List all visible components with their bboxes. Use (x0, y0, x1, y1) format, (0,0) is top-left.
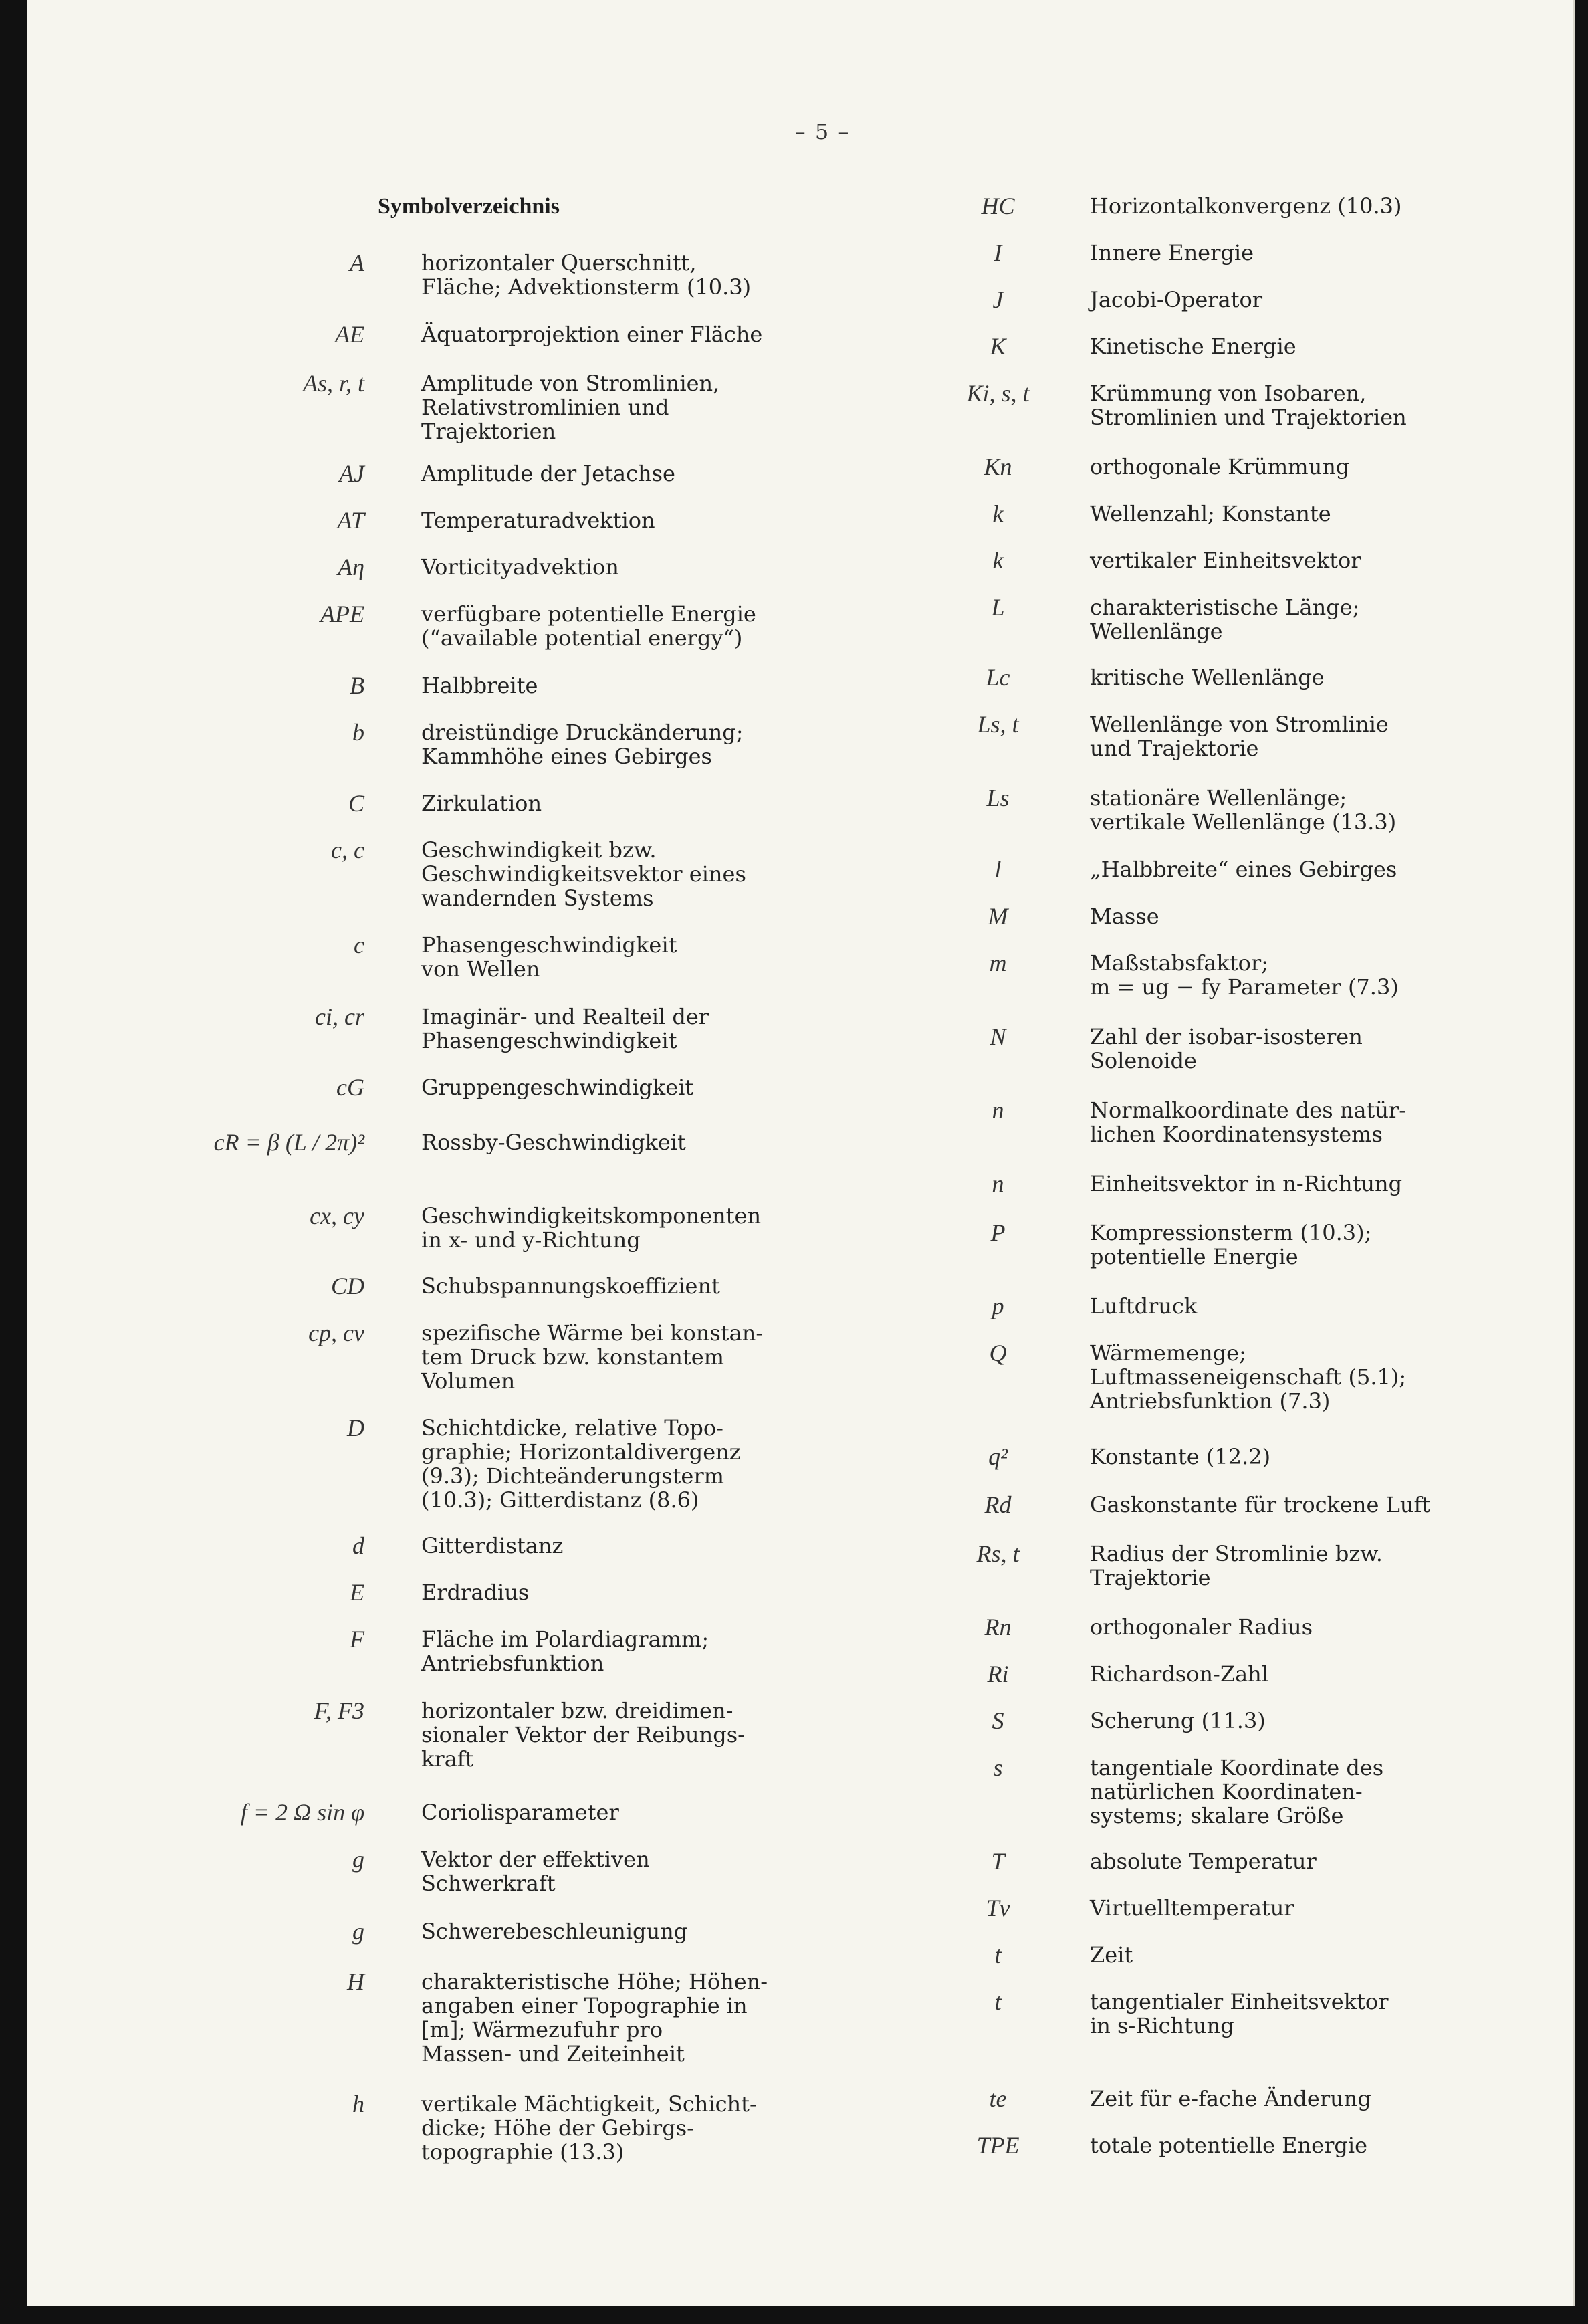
entry-description: Rossby-Geschwindigkeit (421, 1130, 686, 1155)
entry-symbol: J (992, 286, 1004, 313)
entry-symbol: Rs, t (976, 1540, 1020, 1567)
entry-description: Gruppengeschwindigkeit (421, 1075, 694, 1100)
entry-description: vertikale Mächtigkeit, Schicht- dicke; Höhe der Gebirgs- topographie (13.3) (421, 2091, 757, 2165)
entry-description: Krümmung von Isobaren, Stromlinien und Trajektorien (1090, 381, 1407, 430)
entry-symbol: c, c (331, 837, 364, 863)
entry-description: Amplitude der Jetachse (421, 461, 675, 486)
entry-description: Gitterdistanz (421, 1533, 564, 1558)
entry-symbol: APE (320, 601, 364, 627)
entry-symbol: HC (981, 193, 1015, 219)
entry-description: horizontaler Querschnitt, Fläche; Advektionsterm (10.3) (421, 250, 752, 300)
entry-description: Zeit (1090, 1942, 1133, 1968)
entry-symbol: q² (988, 1443, 1008, 1470)
entry-symbol: k (992, 500, 1004, 527)
entry-symbol: l (994, 856, 1002, 883)
entry-description: Maßstabsfaktor; m = ug − fy Parameter (7.3) (1090, 950, 1399, 1000)
entry-symbol: M (988, 903, 1008, 930)
document-page (27, 0, 1575, 2306)
page-title: Symbolverzeichnis (378, 194, 560, 219)
entry-description: dreistündige Druckänderung; Kammhöhe eines Gebirges (421, 720, 744, 769)
entry-description: Wellenlänge von Stromlinie und Trajektorie (1090, 712, 1389, 761)
entry-description: Wärmemenge; Luftmasseneigenschaft (5.1); Antriebsfunktion (7.3) (1090, 1340, 1407, 1414)
entry-description: „Halbbreite“ eines Gebirges (1090, 857, 1397, 882)
entry-symbol: Q (989, 1340, 1007, 1366)
entry-symbol: Aη (338, 554, 364, 580)
entry-symbol: Tv (986, 1895, 1010, 1921)
entry-description: Einheitsvektor in n-Richtung (1090, 1171, 1403, 1196)
entry-description: charakteristische Länge; Wellenlänge (1090, 595, 1360, 644)
entry-symbol: Rn (984, 1614, 1012, 1641)
entry-description: stationäre Wellenlänge; vertikale Wellenlänge (13.3) (1090, 785, 1397, 835)
entry-symbol: Kn (984, 453, 1012, 480)
entry-symbol: ci, cr (315, 1003, 364, 1030)
entry-description: Normalkoordinate des natür- lichen Koordinatensystems (1090, 1097, 1407, 1147)
entry-description: Geschwindigkeit bzw. Geschwindigkeitsvektor eines wandernden Systems (421, 837, 746, 911)
entry-description: Zeit für e-fache Änderung (1090, 2086, 1371, 2111)
entry-symbol: cR = β (L / 2π)² (213, 1129, 364, 1156)
entry-description: Erdradius (421, 1580, 530, 1605)
entry-description: Coriolisparameter (421, 1800, 619, 1825)
entry-symbol: cp, cv (308, 1319, 364, 1346)
entry-symbol: A (350, 249, 364, 276)
entry-description: Horizontalkonvergenz (10.3) (1090, 193, 1402, 219)
entry-description: Zirkulation (421, 790, 542, 816)
entry-symbol: H (347, 1968, 364, 1995)
entry-description: Richardson-Zahl (1090, 1661, 1268, 1687)
entry-symbol: Ri (987, 1661, 1009, 1687)
entry-symbol: P (990, 1219, 1006, 1246)
entry-description: Amplitude von Stromlinien, Relativstromlinien und Trajektorien (421, 371, 720, 444)
entry-description: Kinetische Energie (1090, 334, 1296, 359)
entry-symbol: K (990, 333, 1006, 360)
entry-symbol: N (990, 1023, 1006, 1050)
entry-symbol: C (348, 790, 364, 817)
entry-symbol: S (992, 1707, 1004, 1734)
entry-symbol: D (347, 1414, 364, 1441)
entry-symbol: f = 2 Ω sin φ (240, 1799, 364, 1826)
entry-description: Äquatorprojektion einer Fläche (421, 322, 763, 347)
entry-description: Geschwindigkeitskomponenten in x- und y-Richtung (421, 1203, 762, 1253)
entry-description: Imaginär- und Realteil der Phasengeschwindigkeit (421, 1004, 709, 1053)
entry-description: Konstante (12.2) (1090, 1444, 1271, 1469)
entry-symbol: Ki, s, t (966, 380, 1030, 407)
entry-description: Schichtdicke, relative Topo- graphie; Horizontaldivergenz (9.3); Dichteänderungsterm (10.3); Gitterdistanz (8.6) (421, 1415, 741, 1513)
entry-description: kritische Wellenlänge (1090, 665, 1325, 690)
entry-symbol: n (992, 1170, 1004, 1197)
entry-description: Kompressionsterm (10.3); potentielle Energie (1090, 1220, 1372, 1269)
entry-symbol: As, r, t (302, 370, 364, 397)
entry-description: Masse (1090, 904, 1159, 929)
entry-description: tangentialer Einheitsvektor in s-Richtung (1090, 1989, 1389, 2038)
entry-description: spezifische Wärme bei konstan- tem Druck bzw. konstantem Volumen (421, 1320, 764, 1394)
entry-description: Radius der Stromlinie bzw. Trajektorie (1090, 1541, 1383, 1590)
entry-description: vertikaler Einheitsvektor (1090, 548, 1361, 573)
entry-symbol: d (352, 1532, 364, 1559)
entry-description: Vorticityadvektion (421, 554, 619, 580)
entry-symbol: Lc (986, 664, 1010, 691)
page-number: – 5 – (794, 119, 850, 144)
entry-symbol: t (994, 1988, 1002, 2015)
entry-symbol: TPE (976, 2132, 1020, 2159)
entry-description: Jacobi-Operator (1090, 287, 1263, 312)
entry-symbol: CD (330, 1273, 364, 1299)
entry-description: Virtuelltemperatur (1090, 1895, 1294, 1921)
entry-symbol: t (994, 1941, 1002, 1968)
entry-symbol: I (994, 239, 1002, 266)
entry-symbol: n (992, 1097, 1004, 1124)
entry-symbol: cx, cy (310, 1202, 364, 1229)
entry-symbol: Rd (984, 1491, 1012, 1518)
entry-description: Zahl der isobar-isosteren Solenoide (1090, 1024, 1363, 1073)
entry-description: orthogonale Krümmung (1090, 454, 1350, 480)
entry-symbol: T (991, 1848, 1005, 1875)
entry-description: horizontaler bzw. dreidimen- sionaler Vektor der Reibungs- kraft (421, 1698, 745, 1772)
entry-symbol: g (352, 1918, 364, 1945)
entry-symbol: b (352, 719, 364, 746)
entry-symbol: L (991, 594, 1005, 621)
entry-description: Halbbreite (421, 673, 538, 698)
entry-description: orthogonaler Radius (1090, 1614, 1313, 1640)
entry-description: charakteristische Höhe; Höhen- angaben einer Topographie in [m]; Wärmezufuhr pro Massen- und Zeiteinheit (421, 1969, 768, 2067)
entry-symbol: te (989, 2085, 1007, 2112)
entry-description: Vektor der effektiven Schwerkraft (421, 1846, 650, 1896)
entry-symbol: AE (335, 321, 364, 348)
entry-description: Temperaturadvektion (421, 508, 655, 533)
entry-symbol: AT (337, 507, 364, 534)
entry-description: Gaskonstante für trockene Luft (1090, 1492, 1431, 1517)
entry-symbol: h (352, 2091, 364, 2117)
entry-description: Fläche im Polardiagramm; Antriebsfunktion (421, 1626, 709, 1676)
entry-description: Luftdruck (1090, 1293, 1198, 1319)
entry-symbol: c (354, 932, 364, 958)
entry-symbol: Ls (986, 784, 1010, 811)
entry-description: Wellenzahl; Konstante (1090, 501, 1331, 526)
entry-symbol: p (992, 1293, 1004, 1319)
entry-symbol: m (989, 950, 1007, 976)
entry-symbol: s (993, 1754, 1003, 1781)
entry-symbol: E (350, 1579, 364, 1606)
entry-symbol: k (992, 547, 1004, 574)
entry-symbol: B (350, 672, 364, 699)
entry-description: Phasengeschwindigkeit von Wellen (421, 932, 677, 982)
entry-description: Schwerebeschleunigung (421, 1919, 688, 1944)
entry-symbol: F, F3 (314, 1697, 364, 1724)
entry-description: verfügbare potentielle Energie (“available potential energy“) (421, 601, 756, 651)
entry-description: absolute Temperatur (1090, 1848, 1317, 1874)
entry-description: Scherung (11.3) (1090, 1708, 1266, 1733)
entry-description: tangentiale Koordinate des natürlichen Koordinaten- systems; skalare Größe (1090, 1755, 1384, 1828)
entry-description: totale potentielle Energie (1090, 2133, 1368, 2158)
entry-symbol: g (352, 1846, 364, 1873)
entry-symbol: cG (336, 1074, 364, 1101)
entry-symbol: F (350, 1626, 364, 1653)
entry-symbol: Ls, t (977, 711, 1019, 738)
entry-symbol: AJ (339, 460, 364, 487)
entry-description: Schubspannungskoeffizient (421, 1273, 720, 1299)
entry-description: Innere Energie (1090, 240, 1254, 266)
